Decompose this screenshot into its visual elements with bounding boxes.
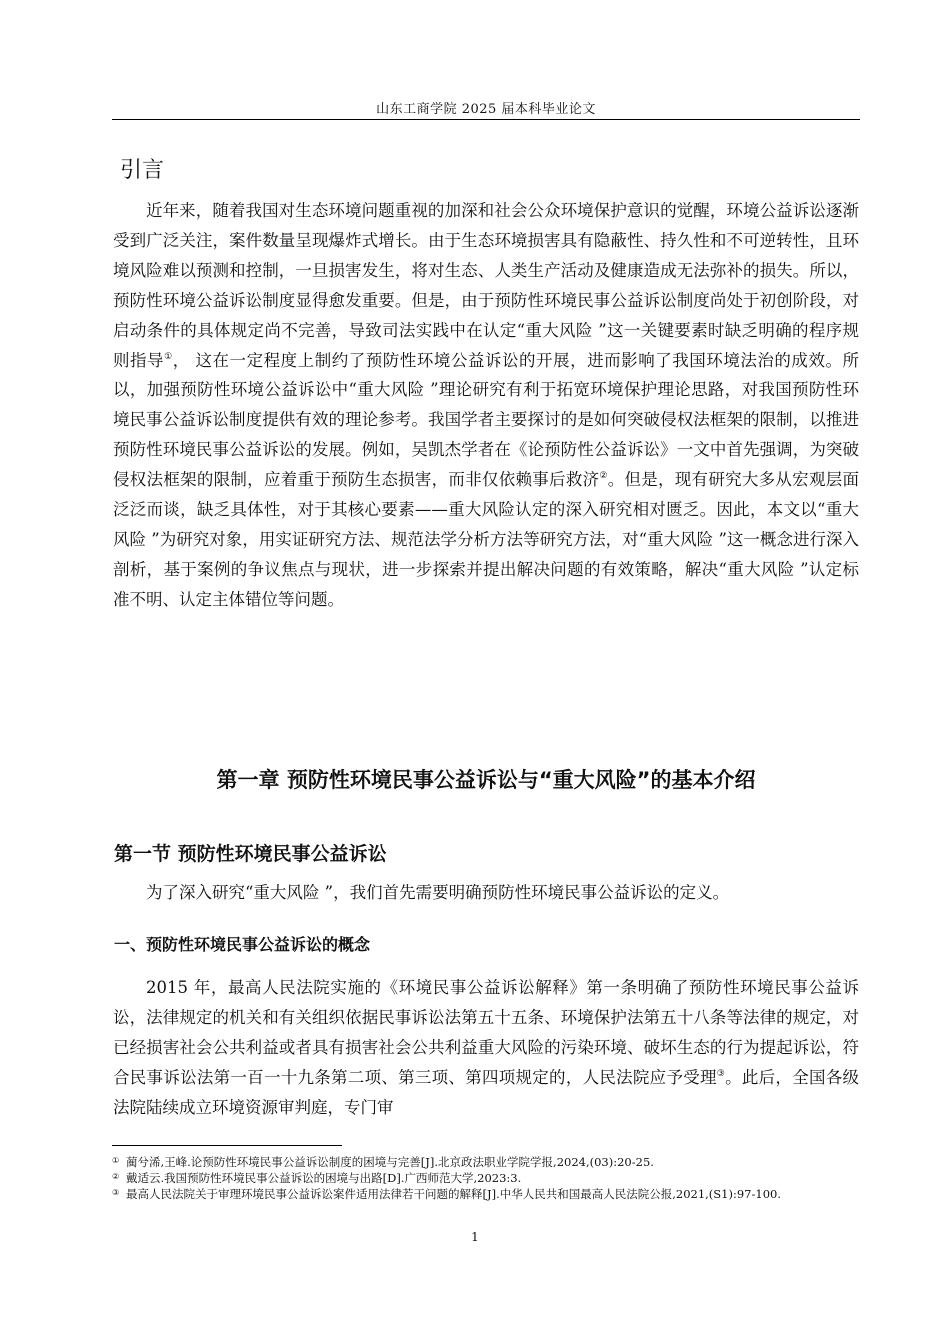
footnote-item	[112, 1186, 860, 1202]
footnotes	[112, 1154, 860, 1202]
footnote-ref-3: ③	[716, 1068, 726, 1079]
header-divider	[112, 119, 860, 120]
concept-text-part-2: 。此后，全国各级法院陆续成立环境资源审判庭，专门审	[113, 1067, 860, 1117]
running-header: 山东工商学院 2025 届本科毕业论文	[376, 102, 596, 117]
section-title: 第一节 预防性环境民事公益诉讼	[114, 843, 387, 865]
footnote-item	[112, 1170, 860, 1186]
concept-text-part-1: 2015 年，最高人民法院实施的《环境民事公益诉讼解释》第一条明确了预防性环境民事公益诉讼，法律规定的机关和有关组织依据民事诉讼法第五十五条、环境保护法第五十八条等法律的规定，对已经损害社会公共利益或者具有损害社会公共利益重大风险的污染环境、破坏生态的行为提起诉讼，符合民事诉讼法第一百一十九条第二项、第三项、第四项规定的，人民法院应予受理	[113, 978, 859, 1087]
page-number: 1	[471, 1230, 479, 1244]
footnote-item	[112, 1154, 860, 1170]
footnote-mark: ③	[112, 1188, 120, 1197]
intro-text-part-2: ， 这在一定程度上制约了预防性环境公益诉讼的开展，进而影响了我国环境法治的成效。所以，加强预防性环境公益诉讼中“重大风险 ”理论研究有利于拓宽环境保护理论思路，对我国预防性环境民事公益诉讼制度提供有效的理论参考。我国学者主要探讨的是如何突破侵权法框架的限制，以推进预防性环境民事公益诉讼的发展。例如，吴凯杰学者在《论预防性公益诉讼》一文中首先强调，为突破侵权法框架的限制，应着重于预防生态损害，而非仅依赖事后救济	[113, 350, 860, 490]
intro-heading: 引言	[120, 158, 165, 183]
footnote-text: 蔺兮浠,王峰.论预防性环境民事公益诉讼制度的困境与完善[J].北京政法职业学院学报,2024,(03):20-25.	[126, 1155, 654, 1169]
intro-paragraph	[113, 196, 859, 615]
footnote-text: 戴适云.我国预防性环境民事公益诉讼的困境与出路[D].广西师范大学,2023:3.	[126, 1171, 522, 1185]
footnote-mark: ①	[112, 1156, 120, 1165]
intro-text-part-1: 近年来，随着我国对生态环境问题重视的加深和社会公众环境保护意识的觉醒，环境公益诉讼逐渐受到广泛关注，案件数量呈现爆炸式增长。由于生态环境损害具有隐蔽性、持久性和不可逆转性，且环境风险难以预测和控制，一旦损害发生，将对生态、人类生产活动及健康造成无法弥补的损失。所以，预防性环境公益诉讼制度显得愈发重要。但是，由于预防性环境民事公益诉讼制度尚处于初创阶段，对启动条件的具体规定尚不完善，导致司法实践中在认定“重大风险 ”这一关键要素时缺乏明确的程序规则指导	[113, 201, 859, 370]
footnote-ref-2: ②	[599, 471, 608, 482]
subsection-title: 一、预防性环境民事公益诉讼的概念	[114, 935, 371, 954]
footnote-divider	[112, 1145, 342, 1146]
footnote-text: 最高人民法院关于审理环境民事公益诉讼案件适用法律若干问题的解释[J].中华人民共和国最高人民法院公报,2021,(S1):97-100.	[126, 1187, 781, 1201]
footnote-ref-1: ①	[164, 351, 173, 362]
concept-paragraph	[113, 973, 859, 1123]
section-intro-paragraph: 为了深入研究“重大风险 ”，我们首先需要明确预防性环境民事公益诉讼的定义。	[146, 883, 730, 902]
chapter-title: 第一章 预防性环境民事公益诉讼与“重大风险”的基本介绍	[216, 768, 756, 792]
intro-text-part-3: 。但是，现有研究大多从宏观层面泛泛而谈，缺乏具体性，对于其核心要素——重大风险认定的深入研究相对匮乏。因此，本文以“重大风险 ”为研究对象，用实证研究方法、规范法学分析方法等研究方法，对“重大风险 ”这一概念进行深入剖析，基于案例的争议焦点与现状，进一步探索并提出解决问题的有效策略，解决“重大风险 ”认定标准不明、认定主体错位等问题。	[113, 470, 859, 609]
footnote-mark: ②	[112, 1172, 120, 1181]
